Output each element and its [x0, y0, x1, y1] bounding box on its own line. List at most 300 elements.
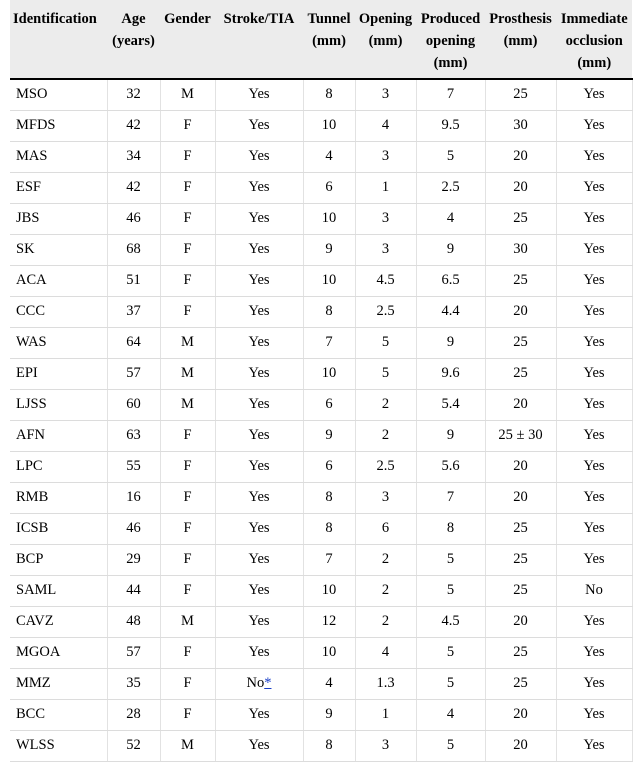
cell-value: 25: [513, 582, 528, 598]
cell-value: BCP: [16, 551, 44, 567]
cell-value: CCC: [16, 303, 46, 319]
cell-stroke-tia: [215, 79, 303, 110]
cell-immediate-occlusion: [556, 513, 632, 544]
cell-value: Yes: [583, 179, 605, 195]
cell-value: 3: [381, 737, 390, 753]
cell-value: 9: [446, 427, 455, 443]
cell-value: 8: [325, 520, 333, 536]
cell-age: [107, 234, 160, 265]
cell-opening: [355, 389, 416, 420]
cell-value: JBS: [16, 210, 40, 226]
cell-age: [107, 544, 160, 575]
cell-immediate-occlusion: [556, 544, 632, 575]
cell-opening: [355, 730, 416, 761]
cell-value: CAVZ: [16, 613, 54, 629]
cell-value: 20: [513, 148, 528, 164]
cell-tunnel: [303, 730, 355, 761]
cell-opening: [355, 327, 416, 358]
cell-prosthesis: [485, 451, 556, 482]
cell-value: 20: [513, 489, 528, 505]
cell-value: MGOA: [16, 644, 61, 660]
cell-immediate-occlusion: [556, 668, 632, 699]
cell-value: F: [183, 458, 192, 474]
cell-value: WAS: [16, 334, 47, 350]
cell-value: 68: [126, 241, 141, 257]
cell-stroke-tia: [215, 482, 303, 513]
cell-value: 3: [381, 86, 390, 103]
cell-value: 32: [126, 86, 141, 103]
cell-prosthesis: [485, 296, 556, 327]
cell-tunnel: [303, 668, 355, 699]
cell-value: 20: [513, 179, 528, 195]
cell-value: Yes: [583, 86, 605, 103]
cell-value: 20: [513, 737, 528, 753]
cell-produced-opening: [416, 358, 485, 389]
cell-value: 4: [446, 706, 455, 722]
cell-immediate-occlusion: [556, 327, 632, 358]
cell-gender: [160, 637, 215, 668]
cell-prosthesis: [485, 606, 556, 637]
cell-value: Yes: [248, 334, 270, 350]
cell-value: 52: [126, 737, 141, 753]
cell-value: 9: [325, 706, 333, 722]
cell-tunnel: [303, 637, 355, 668]
cell-value: Yes: [248, 551, 270, 567]
cell-value: 5.4: [441, 396, 460, 412]
cell-immediate-occlusion: [556, 141, 632, 172]
table-row: [10, 668, 632, 699]
cell-value: Yes: [583, 458, 605, 474]
cell-value: 4.5: [376, 272, 395, 288]
cell-stroke-tia: [215, 575, 303, 606]
cell-gender: [160, 327, 215, 358]
cell-value: 4: [381, 644, 390, 660]
cell-stroke-tia: [215, 544, 303, 575]
cell-value: 25: [513, 334, 528, 350]
cell-value: MAS: [16, 148, 48, 164]
cell-age: [107, 575, 160, 606]
cell-gender: [160, 513, 215, 544]
cell-value: 2: [381, 582, 390, 598]
table-body: [10, 79, 632, 761]
cell-identification: [10, 203, 107, 234]
cell-value: Yes: [583, 148, 605, 164]
cell-gender: [160, 575, 215, 606]
cell-prosthesis: [485, 699, 556, 730]
cell-stroke-tia: [215, 141, 303, 172]
cell-value: 5: [446, 551, 455, 567]
cell-age: [107, 420, 160, 451]
cell-stroke-tia: [215, 327, 303, 358]
cell-gender: [160, 544, 215, 575]
cell-value: MFDS: [16, 117, 56, 133]
cell-stroke-tia: [215, 172, 303, 203]
cell-value: 5: [446, 148, 455, 164]
cell-value: 5.6: [441, 458, 460, 474]
cell-gender: [160, 606, 215, 637]
cell-opening: [355, 420, 416, 451]
cell-value: 6: [325, 179, 333, 195]
cell-produced-opening: [416, 172, 485, 203]
cell-immediate-occlusion: [556, 730, 632, 761]
cell-value: 25: [513, 675, 528, 691]
cell-tunnel: [303, 544, 355, 575]
table-row: [10, 265, 632, 296]
cell-opening: [355, 699, 416, 730]
cell-value: M: [181, 86, 194, 103]
cell-value: 5: [381, 334, 390, 350]
table-row: [10, 730, 632, 761]
cell-value: 2.5: [376, 303, 395, 319]
cell-prosthesis: [485, 575, 556, 606]
cell-opening: [355, 637, 416, 668]
cell-opening: [355, 172, 416, 203]
cell-value: Yes: [248, 86, 270, 103]
cell-value: F: [183, 489, 192, 505]
cell-tunnel: [303, 172, 355, 203]
cell-produced-opening: [416, 606, 485, 637]
cell-tunnel: [303, 327, 355, 358]
cell-value: F: [183, 551, 192, 567]
cell-age: [107, 327, 160, 358]
cell-age: [107, 451, 160, 482]
footnote-link[interactable]: *: [264, 675, 272, 691]
cell-value: SAML: [16, 582, 57, 598]
cell-produced-opening: [416, 699, 485, 730]
cell-value: F: [183, 706, 192, 722]
cell-value: ICSB: [16, 520, 49, 536]
cell-value: 42: [126, 117, 141, 133]
cell-produced-opening: [416, 637, 485, 668]
cell-value: BCC: [16, 706, 46, 722]
table-row: [10, 699, 632, 730]
cell-gender: [160, 451, 215, 482]
cell-value: No: [246, 675, 265, 691]
cell-value: 25: [513, 86, 528, 103]
cell-value: 7: [446, 86, 455, 103]
cell-value: 42: [126, 179, 141, 195]
cell-stroke-tia: [215, 296, 303, 327]
cell-value: 46: [126, 210, 141, 226]
cell-opening: [355, 513, 416, 544]
cell-value: 3: [381, 489, 390, 505]
cell-value: 9.5: [441, 117, 460, 133]
cell-value: 44: [126, 582, 141, 598]
cell-value: Yes: [248, 241, 270, 257]
cell-prosthesis: [485, 637, 556, 668]
table-row: [10, 110, 632, 141]
cell-value: 6: [325, 396, 333, 412]
cell-tunnel: [303, 699, 355, 730]
cell-identification: [10, 358, 107, 389]
cell-prosthesis: [485, 668, 556, 699]
cell-value: MMZ: [16, 675, 51, 691]
cell-prosthesis: [485, 141, 556, 172]
cell-value: ACA: [16, 272, 47, 288]
cell-value: 10: [321, 365, 337, 381]
cell-produced-opening: [416, 451, 485, 482]
cell-gender: [160, 730, 215, 761]
cell-value: 4.5: [441, 613, 460, 629]
table-row: [10, 513, 632, 544]
cell-value: 34: [126, 148, 141, 164]
cell-tunnel: [303, 513, 355, 544]
cell-value: 10: [321, 210, 337, 226]
cell-produced-opening: [416, 79, 485, 110]
cell-value: 29: [126, 551, 141, 567]
cell-value: Yes: [248, 148, 270, 164]
cell-value: 4: [381, 117, 390, 133]
cell-value: 2: [381, 551, 390, 567]
cell-value: Yes: [583, 706, 605, 722]
cell-produced-opening: [416, 265, 485, 296]
cell-prosthesis: [485, 513, 556, 544]
cell-tunnel: [303, 296, 355, 327]
cell-tunnel: [303, 358, 355, 389]
cell-identification: [10, 141, 107, 172]
cell-value: 57: [126, 644, 141, 660]
cell-value: 5: [446, 675, 455, 691]
cell-value: 2: [381, 613, 390, 629]
cell-tunnel: [303, 203, 355, 234]
cell-value: 28: [126, 706, 141, 722]
cell-value: 8: [446, 520, 455, 536]
cell-age: [107, 79, 160, 110]
table-row: [10, 637, 632, 668]
cell-value: F: [183, 427, 192, 443]
cell-prosthesis: [485, 203, 556, 234]
cell-opening: [355, 358, 416, 389]
cell-immediate-occlusion: [556, 358, 632, 389]
cell-value: 8: [325, 86, 333, 103]
table-row: [10, 451, 632, 482]
cell-value: 1.3: [376, 675, 395, 691]
cell-immediate-occlusion: [556, 234, 632, 265]
cell-value: 10: [321, 582, 337, 598]
cell-value: F: [183, 179, 192, 195]
cell-prosthesis: [485, 172, 556, 203]
cell-value: Yes: [583, 365, 605, 381]
cell-age: [107, 358, 160, 389]
cell-value: 4.4: [441, 303, 460, 319]
cell-value: F: [183, 272, 192, 288]
cell-prosthesis: [485, 358, 556, 389]
header-tunnel: Tunnel (mm): [303, 0, 355, 79]
cell-gender: [160, 110, 215, 141]
cell-prosthesis: [485, 544, 556, 575]
cell-produced-opening: [416, 296, 485, 327]
cell-value: Yes: [248, 427, 270, 443]
cell-value: 1: [381, 179, 390, 195]
cell-prosthesis: [485, 234, 556, 265]
cell-age: [107, 110, 160, 141]
cell-value: Yes: [248, 520, 270, 536]
cell-value: Yes: [248, 489, 270, 505]
cell-gender: [160, 420, 215, 451]
cell-value: 30: [513, 117, 528, 133]
cell-value: MSO: [16, 86, 48, 103]
cell-value: 37: [126, 303, 141, 319]
cell-identification: [10, 668, 107, 699]
cell-value: Yes: [248, 396, 270, 412]
table-row: [10, 234, 632, 265]
cell-opening: [355, 141, 416, 172]
cell-gender: [160, 203, 215, 234]
cell-prosthesis: [485, 79, 556, 110]
cell-value: 3: [381, 148, 390, 164]
cell-opening: [355, 482, 416, 513]
cell-value: F: [183, 520, 192, 536]
cell-prosthesis: [485, 730, 556, 761]
cell-value: 63: [126, 427, 141, 443]
cell-value: M: [181, 334, 194, 350]
cell-tunnel: [303, 482, 355, 513]
cell-gender: [160, 234, 215, 265]
cell-gender: [160, 482, 215, 513]
header-gender: Gender: [160, 0, 215, 79]
cell-value: M: [181, 613, 194, 629]
cell-opening: [355, 79, 416, 110]
cell-value: 9: [325, 241, 333, 257]
cell-produced-opening: [416, 482, 485, 513]
cell-value: Yes: [248, 179, 270, 195]
cell-value: 25: [513, 551, 528, 567]
cell-produced-opening: [416, 544, 485, 575]
cell-value: 9: [325, 427, 333, 443]
cell-value: 25 ± 30: [498, 427, 543, 443]
cell-stroke-tia: [215, 358, 303, 389]
cell-opening: [355, 110, 416, 141]
patient-data-table: [10, 0, 633, 762]
cell-stroke-tia: [215, 699, 303, 730]
cell-identification: [10, 637, 107, 668]
cell-value: 4: [325, 148, 333, 164]
cell-value: 10: [321, 644, 337, 660]
cell-identification: [10, 234, 107, 265]
table-row: [10, 420, 632, 451]
cell-value: F: [183, 644, 192, 660]
cell-stroke-tia: [215, 637, 303, 668]
cell-value: 25: [513, 365, 528, 381]
table-row: [10, 296, 632, 327]
cell-value: Yes: [583, 303, 605, 319]
cell-value: 25: [513, 520, 528, 536]
cell-value: 10: [321, 117, 337, 133]
cell-age: [107, 606, 160, 637]
cell-value: AFN: [16, 427, 46, 443]
cell-value: 3: [381, 210, 390, 226]
cell-immediate-occlusion: [556, 451, 632, 482]
cell-opening: [355, 451, 416, 482]
cell-value: Yes: [583, 551, 605, 567]
cell-value: 20: [513, 613, 528, 629]
cell-value: 7: [446, 489, 455, 505]
cell-value: Yes: [248, 303, 270, 319]
cell-age: [107, 141, 160, 172]
cell-produced-opening: [416, 513, 485, 544]
cell-value: 57: [126, 365, 141, 381]
cell-value: Yes: [583, 334, 605, 350]
cell-value: 9: [446, 241, 455, 257]
cell-value: F: [183, 303, 192, 319]
table-row: [10, 327, 632, 358]
cell-value: Yes: [583, 396, 605, 412]
cell-value: 20: [513, 396, 528, 412]
cell-prosthesis: [485, 482, 556, 513]
cell-value: 4: [446, 210, 455, 226]
cell-value: Yes: [583, 644, 605, 660]
cell-value: Yes: [248, 613, 270, 629]
cell-value: Yes: [583, 210, 605, 226]
cell-value: 2.5: [376, 458, 395, 474]
cell-immediate-occlusion: [556, 110, 632, 141]
cell-value: 25: [513, 644, 528, 660]
cell-value: F: [183, 148, 192, 164]
cell-immediate-occlusion: [556, 389, 632, 420]
cell-tunnel: [303, 265, 355, 296]
table-row: [10, 606, 632, 637]
cell-value: F: [183, 582, 192, 598]
cell-immediate-occlusion: [556, 79, 632, 110]
cell-age: [107, 699, 160, 730]
header-identification: Identification: [10, 0, 107, 79]
cell-value: 6.5: [441, 272, 460, 288]
cell-value: 2: [381, 396, 390, 412]
table-row: [10, 358, 632, 389]
cell-value: 9: [446, 334, 455, 350]
cell-produced-opening: [416, 203, 485, 234]
cell-value: SK: [16, 241, 35, 257]
cell-opening: [355, 668, 416, 699]
cell-value: F: [183, 117, 192, 133]
cell-value: Yes: [248, 210, 270, 226]
cell-value: 7: [325, 551, 333, 567]
cell-value: 35: [126, 675, 141, 691]
cell-value: 8: [325, 303, 333, 319]
cell-age: [107, 172, 160, 203]
cell-value: 30: [513, 241, 528, 257]
cell-produced-opening: [416, 668, 485, 699]
cell-value: Yes: [583, 117, 605, 133]
cell-prosthesis: [485, 110, 556, 141]
cell-immediate-occlusion: [556, 482, 632, 513]
cell-value: 3: [381, 241, 390, 257]
cell-gender: [160, 172, 215, 203]
cell-prosthesis: [485, 327, 556, 358]
cell-value: Yes: [248, 365, 270, 381]
cell-value: Yes: [583, 272, 605, 288]
cell-age: [107, 513, 160, 544]
cell-opening: [355, 265, 416, 296]
cell-value: 16: [126, 489, 141, 505]
cell-produced-opening: [416, 110, 485, 141]
cell-value: Yes: [583, 489, 605, 505]
cell-value: Yes: [248, 458, 270, 474]
cell-age: [107, 265, 160, 296]
cell-immediate-occlusion: [556, 575, 632, 606]
cell-value: F: [183, 241, 192, 257]
cell-value: 60: [126, 396, 141, 412]
cell-produced-opening: [416, 141, 485, 172]
cell-value: LPC: [16, 458, 43, 474]
header-opening: Opening (mm): [355, 0, 416, 79]
cell-value: M: [181, 737, 194, 753]
cell-age: [107, 637, 160, 668]
cell-value: 10: [321, 272, 337, 288]
cell-value: 4: [325, 675, 333, 691]
header-row: [10, 0, 632, 79]
cell-identification: [10, 482, 107, 513]
